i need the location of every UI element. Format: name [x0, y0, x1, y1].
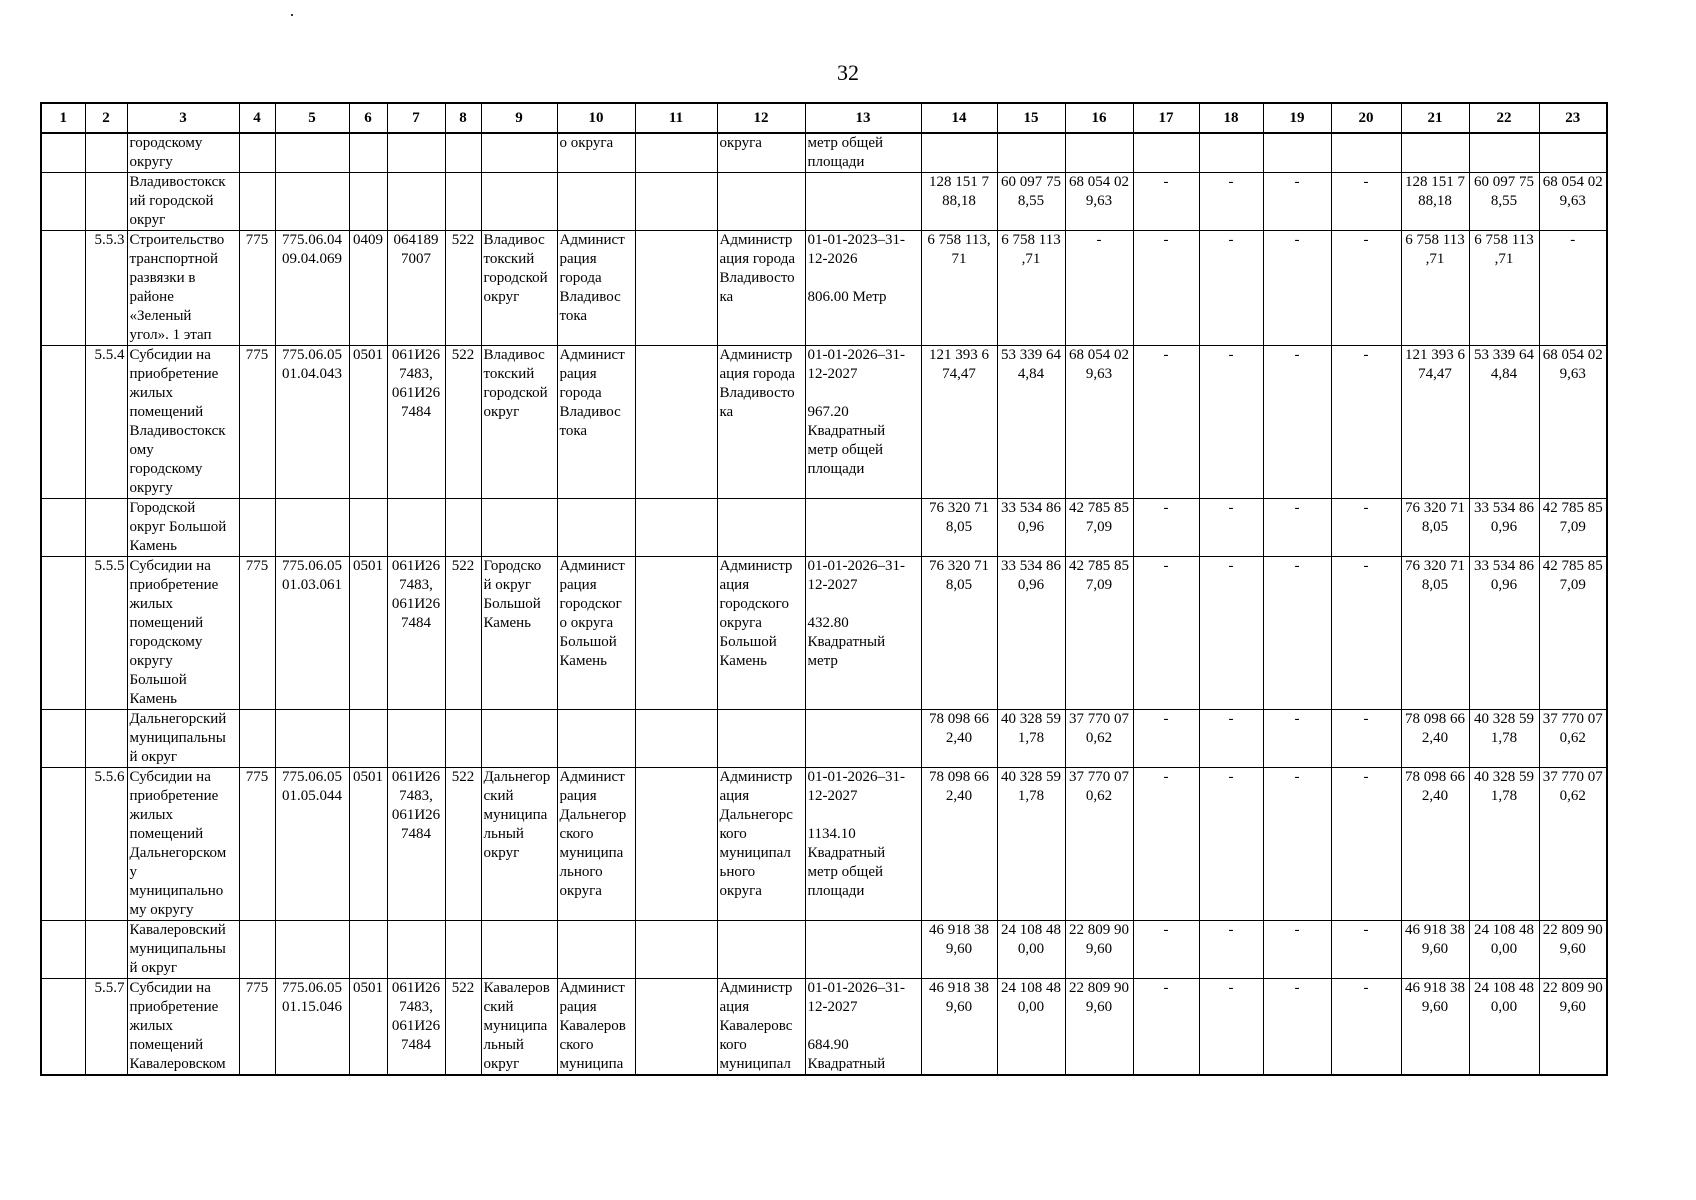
table-cell — [445, 173, 481, 231]
table-cell — [387, 710, 445, 768]
table-cell: - — [1331, 979, 1401, 1076]
column-header-4: 4 — [239, 103, 275, 133]
table-cell — [85, 133, 127, 173]
table-cell: - — [1539, 231, 1607, 346]
table-cell: 24 108 48 0,00 — [997, 921, 1065, 979]
table-cell: - — [1331, 921, 1401, 979]
table-cell: о округа — [557, 133, 635, 173]
page-number: 32 — [837, 60, 859, 85]
table-cell: - — [1065, 231, 1133, 346]
table-cell: 522 — [445, 557, 481, 710]
table-cell: - — [1199, 768, 1263, 921]
table-cell: 522 — [445, 979, 481, 1076]
table-cell: 76 320 71 8,05 — [921, 557, 997, 710]
table-cell: - — [1199, 979, 1263, 1076]
table-cell — [387, 499, 445, 557]
table-cell — [557, 921, 635, 979]
table-cell — [85, 173, 127, 231]
table-cell: 128 151 7 88,18 — [921, 173, 997, 231]
column-header-8: 8 — [445, 103, 481, 133]
budget-table — [40, 102, 1608, 1076]
table-cell — [239, 710, 275, 768]
table-cell — [41, 921, 85, 979]
table-cell: 121 393 6 74,47 — [921, 346, 997, 499]
table-cell: Дальнегор ский муниципа льный округ — [481, 768, 557, 921]
table-cell — [717, 499, 805, 557]
column-header-14: 14 — [921, 103, 997, 133]
table-cell: 42 785 85 7,09 — [1539, 557, 1607, 710]
table-cell — [557, 710, 635, 768]
table-cell — [41, 133, 85, 173]
table-cell — [805, 173, 921, 231]
table-cell — [349, 921, 387, 979]
table-cell: 78 098 66 2,40 — [921, 710, 997, 768]
table-cell — [349, 499, 387, 557]
table-cell: 68 054 02 9,63 — [1065, 173, 1133, 231]
table-cell: - — [1133, 173, 1199, 231]
table-cell — [41, 499, 85, 557]
table-cell: 40 328 59 1,78 — [1469, 710, 1539, 768]
table-cell — [717, 710, 805, 768]
table-cell — [239, 133, 275, 173]
table-cell — [805, 499, 921, 557]
table-cell: - — [1133, 979, 1199, 1076]
table-cell — [557, 499, 635, 557]
table-cell: 46 918 38 9,60 — [921, 921, 997, 979]
table-cell — [41, 768, 85, 921]
table-cell: 22 809 90 9,60 — [1065, 921, 1133, 979]
table-cell — [41, 979, 85, 1076]
table-cell: 33 534 86 0,96 — [997, 557, 1065, 710]
table-cell — [239, 499, 275, 557]
table-cell — [41, 173, 85, 231]
table-cell — [275, 133, 349, 173]
table-cell — [635, 768, 717, 921]
column-header-16: 16 — [1065, 103, 1133, 133]
table-cell: 46 918 38 9,60 — [921, 979, 997, 1076]
table-cell: - — [1133, 557, 1199, 710]
table-cell: Администр ация города Владивосто ка — [717, 231, 805, 346]
column-header-7: 7 — [387, 103, 445, 133]
column-header-15: 15 — [997, 103, 1065, 133]
table-cell: 53 339 64 4,84 — [1469, 346, 1539, 499]
table-cell: Администр ация городского округа Большой Камень — [717, 557, 805, 710]
table-cell — [1331, 133, 1401, 173]
table-cell — [445, 133, 481, 173]
table-cell — [557, 173, 635, 231]
table-cell: 121 393 6 74,47 — [1401, 346, 1469, 499]
table-cell: 46 918 38 9,60 — [1401, 921, 1469, 979]
table-cell — [635, 133, 717, 173]
table-cell: - — [1263, 346, 1331, 499]
table-cell: 53 339 64 4,84 — [997, 346, 1065, 499]
table-cell: - — [1199, 921, 1263, 979]
table-cell — [481, 710, 557, 768]
column-header-19: 19 — [1263, 103, 1331, 133]
table-cell — [349, 133, 387, 173]
table-cell: 37 770 07 0,62 — [1065, 710, 1133, 768]
table-cell: - — [1331, 710, 1401, 768]
column-header-2: 2 — [85, 103, 127, 133]
table-cell: 22 809 90 9,60 — [1539, 921, 1607, 979]
table-cell: округа — [717, 133, 805, 173]
table-cell: 46 918 38 9,60 — [1401, 979, 1469, 1076]
column-header-1: 1 — [41, 103, 85, 133]
table-cell: 775 — [239, 557, 275, 710]
table-cell: 061И26 7483, 061И26 7484 — [387, 346, 445, 499]
table-cell: - — [1331, 499, 1401, 557]
column-header-6: 6 — [349, 103, 387, 133]
table-cell: 22 809 90 9,60 — [1539, 979, 1607, 1076]
table-cell: 33 534 86 0,96 — [1469, 557, 1539, 710]
table-cell: 37 770 07 0,62 — [1539, 768, 1607, 921]
table-cell: 522 — [445, 768, 481, 921]
table-cell: 76 320 71 8,05 — [1401, 499, 1469, 557]
table-cell — [387, 921, 445, 979]
table-cell: Владивос токский городской округ — [481, 346, 557, 499]
table-cell — [717, 173, 805, 231]
table-cell — [635, 921, 717, 979]
table-cell: Админист рация города Владивос тока — [557, 231, 635, 346]
table-cell: 775 — [239, 768, 275, 921]
table-cell — [275, 499, 349, 557]
table-cell: - — [1133, 768, 1199, 921]
column-header-23: 23 — [1539, 103, 1607, 133]
column-header-22: 22 — [1469, 103, 1539, 133]
table-cell: - — [1133, 710, 1199, 768]
column-header-20: 20 — [1331, 103, 1401, 133]
table-cell: 37 770 07 0,62 — [1539, 710, 1607, 768]
table-row — [41, 499, 1607, 557]
table-cell — [1065, 133, 1133, 173]
table-cell: 128 151 7 88,18 — [1401, 173, 1469, 231]
table-cell: 42 785 85 7,09 — [1539, 499, 1607, 557]
table-cell: Админист рация Дальнегор ского муниципа льного округа — [557, 768, 635, 921]
table-cell: Администр ация Кавалеровс кого муниципал — [717, 979, 805, 1076]
table-cell: 0501 — [349, 557, 387, 710]
table-cell: - — [1199, 499, 1263, 557]
table-cell: Админист рация города Владивос тока — [557, 346, 635, 499]
table-cell: 42 785 85 7,09 — [1065, 557, 1133, 710]
table-cell — [445, 921, 481, 979]
table-cell: 40 328 59 1,78 — [1469, 768, 1539, 921]
table-cell — [481, 921, 557, 979]
table-cell: Владивостокск ий городской округ — [127, 173, 239, 231]
table-cell: 78 098 66 2,40 — [1401, 710, 1469, 768]
table-cell: Админист рация Кавалеров ского муниципа — [557, 979, 635, 1076]
table-cell: 24 108 48 0,00 — [997, 979, 1065, 1076]
table-cell: - — [1133, 921, 1199, 979]
table-cell: 775.06.05 01.03.061 — [275, 557, 349, 710]
table-row — [41, 768, 1607, 921]
table-cell: Строительство транспортной развязки в районе «Зеленый угол». 1 этап — [127, 231, 239, 346]
table-cell — [275, 173, 349, 231]
table-cell — [635, 499, 717, 557]
table-cell: 01-01-2026–31- 12-2027 432.80 Квадратный метр — [805, 557, 921, 710]
table-cell: 5.5.6 — [85, 768, 127, 921]
table-cell: 68 054 02 9,63 — [1065, 346, 1133, 499]
table-cell: - — [1331, 557, 1401, 710]
table-cell: - — [1199, 231, 1263, 346]
table-cell — [41, 346, 85, 499]
table-cell — [85, 921, 127, 979]
table-cell — [635, 346, 717, 499]
table-cell: - — [1331, 231, 1401, 346]
header-row — [41, 103, 1607, 133]
table-cell: 5.5.3 — [85, 231, 127, 346]
table-cell: 42 785 85 7,09 — [1065, 499, 1133, 557]
table-cell — [481, 499, 557, 557]
table-cell — [1401, 133, 1469, 173]
table-cell: 33 534 86 0,96 — [997, 499, 1065, 557]
table-cell: - — [1331, 768, 1401, 921]
table-cell — [349, 710, 387, 768]
table-cell: - — [1263, 710, 1331, 768]
table-cell: 01-01-2026–31- 12-2027 1134.10 Квадратный метр общей площади — [805, 768, 921, 921]
table-cell: 68 054 02 9,63 — [1539, 346, 1607, 499]
table-cell — [41, 557, 85, 710]
table-cell: 061И26 7483, 061И26 7484 — [387, 979, 445, 1076]
table-cell: - — [1133, 231, 1199, 346]
table-cell — [1539, 133, 1607, 173]
table-cell: 40 328 59 1,78 — [997, 710, 1065, 768]
column-header-13: 13 — [805, 103, 921, 133]
table-cell: 775 — [239, 979, 275, 1076]
table-cell — [275, 710, 349, 768]
table-cell — [275, 921, 349, 979]
table-cell: 76 320 71 8,05 — [921, 499, 997, 557]
table-cell: 68 054 02 9,63 — [1539, 173, 1607, 231]
column-header-21: 21 — [1401, 103, 1469, 133]
table-row — [41, 557, 1607, 710]
table-cell — [239, 921, 275, 979]
table-cell: 5.5.7 — [85, 979, 127, 1076]
table-cell: 0501 — [349, 768, 387, 921]
table-cell: 78 098 66 2,40 — [921, 768, 997, 921]
table-cell: 522 — [445, 346, 481, 499]
table-cell: Администр ация города Владивосто ка — [717, 346, 805, 499]
table-cell: 775.06.04 09.04.069 — [275, 231, 349, 346]
table-cell: 01-01-2026–31- 12-2027 967.20 Квадратный метр общей площади — [805, 346, 921, 499]
table-cell: Субсидии на приобретение жилых помещений Кавалеровском — [127, 979, 239, 1076]
table-cell: 775.06.05 01.05.044 — [275, 768, 349, 921]
table-cell — [481, 173, 557, 231]
table-row — [41, 133, 1607, 173]
table-row — [41, 173, 1607, 231]
table-cell: Администр ация Дальнегорс кого муниципал ьного округа — [717, 768, 805, 921]
table-cell — [635, 979, 717, 1076]
table-cell: 061И26 7483, 061И26 7484 — [387, 768, 445, 921]
table-cell: Субсидии на приобретение жилых помещений городскому округу Большой Камень — [127, 557, 239, 710]
table-cell: - — [1199, 173, 1263, 231]
table-cell: - — [1133, 499, 1199, 557]
table-cell: городскому округу — [127, 133, 239, 173]
table-cell: Владивос токский городской округ — [481, 231, 557, 346]
table-cell: 6 758 113 ,71 — [1469, 231, 1539, 346]
table-cell: 33 534 86 0,96 — [1469, 499, 1539, 557]
table-cell — [41, 231, 85, 346]
column-header-3: 3 — [127, 103, 239, 133]
table-cell: 0409 — [349, 231, 387, 346]
table-cell — [387, 173, 445, 231]
table-cell: 6 758 113 ,71 — [997, 231, 1065, 346]
table-row — [41, 979, 1607, 1076]
column-header-5: 5 — [275, 103, 349, 133]
scan-speck — [291, 14, 293, 16]
table-cell: Кавалеровский муниципальны й округ — [127, 921, 239, 979]
column-header-9: 9 — [481, 103, 557, 133]
table-cell: Субсидии на приобретение жилых помещений Дальнегорском у муниципально му округу — [127, 768, 239, 921]
table-cell: - — [1199, 557, 1263, 710]
table-cell: - — [1263, 768, 1331, 921]
table-row — [41, 346, 1607, 499]
table-cell: Городской округ Большой Камень — [127, 499, 239, 557]
table-cell — [1199, 133, 1263, 173]
table-cell: Админист рация городског о округа Большой Камень — [557, 557, 635, 710]
table-cell: Субсидии на приобретение жилых помещений Владивостокск ому городскому округу — [127, 346, 239, 499]
table-cell — [481, 133, 557, 173]
table-cell — [85, 710, 127, 768]
table-cell: 22 809 90 9,60 — [1065, 979, 1133, 1076]
table-cell: Дальнегорский муниципальны й округ — [127, 710, 239, 768]
table-row — [41, 231, 1607, 346]
table-cell — [41, 710, 85, 768]
table-cell: - — [1263, 557, 1331, 710]
table-cell: - — [1133, 346, 1199, 499]
table-cell: 6 758 113, 71 — [921, 231, 997, 346]
table-row — [41, 921, 1607, 979]
table-cell: 064189 7007 — [387, 231, 445, 346]
table-cell: 76 320 71 8,05 — [1401, 557, 1469, 710]
table-cell: - — [1331, 173, 1401, 231]
column-header-17: 17 — [1133, 103, 1199, 133]
table-cell: 775 — [239, 231, 275, 346]
table-cell: 01-01-2023–31- 12-2026 806.00 Метр — [805, 231, 921, 346]
table-cell — [805, 921, 921, 979]
table-cell — [387, 133, 445, 173]
table-cell: 37 770 07 0,62 — [1065, 768, 1133, 921]
table-cell — [1469, 133, 1539, 173]
table-cell: - — [1199, 710, 1263, 768]
table-cell: 60 097 75 8,55 — [1469, 173, 1539, 231]
table-cell: Городско й округ Большой Камень — [481, 557, 557, 710]
table-cell — [85, 499, 127, 557]
table-cell: 01-01-2026–31- 12-2027 684.90 Квадратный — [805, 979, 921, 1076]
table-cell — [635, 710, 717, 768]
table-cell: 522 — [445, 231, 481, 346]
table-cell: Кавалеров ский муниципа льный округ — [481, 979, 557, 1076]
table-cell: метр общей площади — [805, 133, 921, 173]
table-cell: 775 — [239, 346, 275, 499]
table-cell: 775.06.05 01.15.046 — [275, 979, 349, 1076]
table-cell — [445, 499, 481, 557]
table-cell: 24 108 48 0,00 — [1469, 979, 1539, 1076]
table-cell — [921, 133, 997, 173]
table-cell: 60 097 75 8,55 — [997, 173, 1065, 231]
table-cell — [635, 557, 717, 710]
table-cell: - — [1263, 173, 1331, 231]
table-cell — [445, 710, 481, 768]
table-cell: - — [1331, 346, 1401, 499]
table-cell — [349, 173, 387, 231]
table-cell — [997, 133, 1065, 173]
table-cell: 40 328 59 1,78 — [997, 768, 1065, 921]
column-header-18: 18 — [1199, 103, 1263, 133]
table-cell: - — [1263, 979, 1331, 1076]
table-row — [41, 710, 1607, 768]
table-cell — [1133, 133, 1199, 173]
table-cell — [239, 173, 275, 231]
table-cell: - — [1263, 921, 1331, 979]
table-cell: 5.5.4 — [85, 346, 127, 499]
table-cell — [1263, 133, 1331, 173]
table-cell — [635, 173, 717, 231]
column-header-10: 10 — [557, 103, 635, 133]
table-cell: 5.5.5 — [85, 557, 127, 710]
table-cell: - — [1263, 231, 1331, 346]
table-cell: 0501 — [349, 346, 387, 499]
table-cell: - — [1263, 499, 1331, 557]
table-cell: 78 098 66 2,40 — [1401, 768, 1469, 921]
table-cell: 775.06.05 01.04.043 — [275, 346, 349, 499]
table-cell: 061И26 7483, 061И26 7484 — [387, 557, 445, 710]
table-cell: 6 758 113 ,71 — [1401, 231, 1469, 346]
table-cell — [717, 921, 805, 979]
column-header-11: 11 — [635, 103, 717, 133]
table-cell: - — [1199, 346, 1263, 499]
table-cell — [635, 231, 717, 346]
column-header-12: 12 — [717, 103, 805, 133]
table-cell: 24 108 48 0,00 — [1469, 921, 1539, 979]
table-cell — [805, 710, 921, 768]
table-cell: 0501 — [349, 979, 387, 1076]
